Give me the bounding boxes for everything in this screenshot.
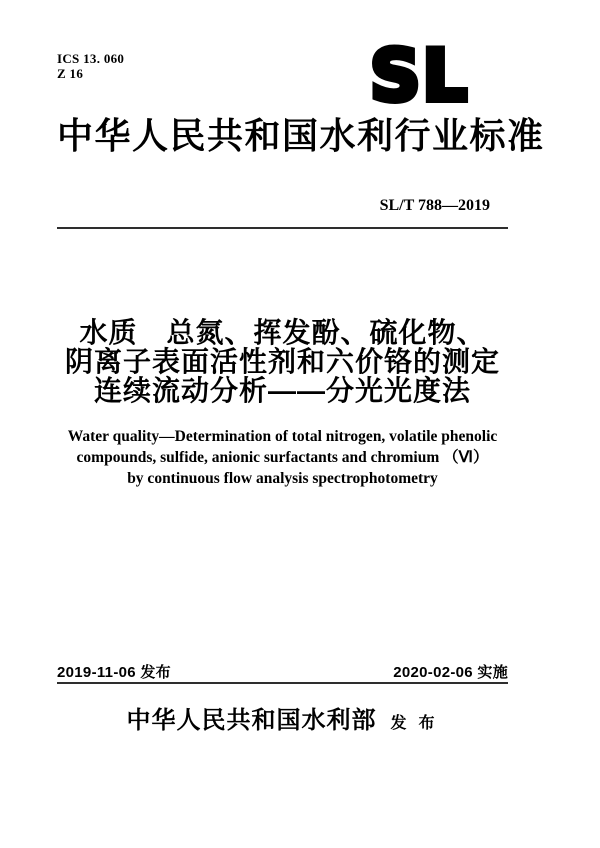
implement-date: 2020-02-06 实施 [393, 664, 508, 681]
footer-rule [57, 682, 508, 684]
ics-block [57, 51, 124, 81]
publisher-row [57, 700, 508, 735]
publish-label: 发 布 [390, 715, 439, 732]
standard-number: SL/T 788—2019 [379, 197, 490, 214]
chinese-title [45, 318, 520, 405]
header-rule [57, 227, 508, 229]
english-title-line-2: compounds, sulfide, anionic surfactants and chromium （Ⅵ） [76, 449, 489, 466]
sl-logo-graphic [368, 44, 518, 108]
publisher-name: 中华人民共和国水利部 [126, 708, 377, 734]
chinese-title-line-2: 阴离子表面活性剂和六价铬的测定 [64, 346, 500, 377]
english-title-line-1: Water quality—Determination of total nitrogen, volatile phenolic [67, 428, 498, 445]
english-title-line-3: by continuous flow analysis spectrophotometry [127, 470, 438, 487]
ics-class-code: Z 16 [57, 66, 84, 81]
english-title [57, 426, 508, 489]
dates-row [57, 664, 508, 681]
ics-code: ICS 13. 060 [57, 51, 125, 66]
chinese-title-line-3: 连续流动分析——分光光度法 [93, 375, 471, 406]
sl-logo-text: SL [370, 44, 470, 108]
standard-category-title: 中华人民共和国水利行业标准 [57, 116, 545, 156]
sl-logo [368, 44, 518, 108]
chinese-title-line-1: 水质 总氮、挥发酚、硫化物、 [79, 317, 486, 348]
issue-date: 2019-11-06 发布 [57, 664, 171, 681]
